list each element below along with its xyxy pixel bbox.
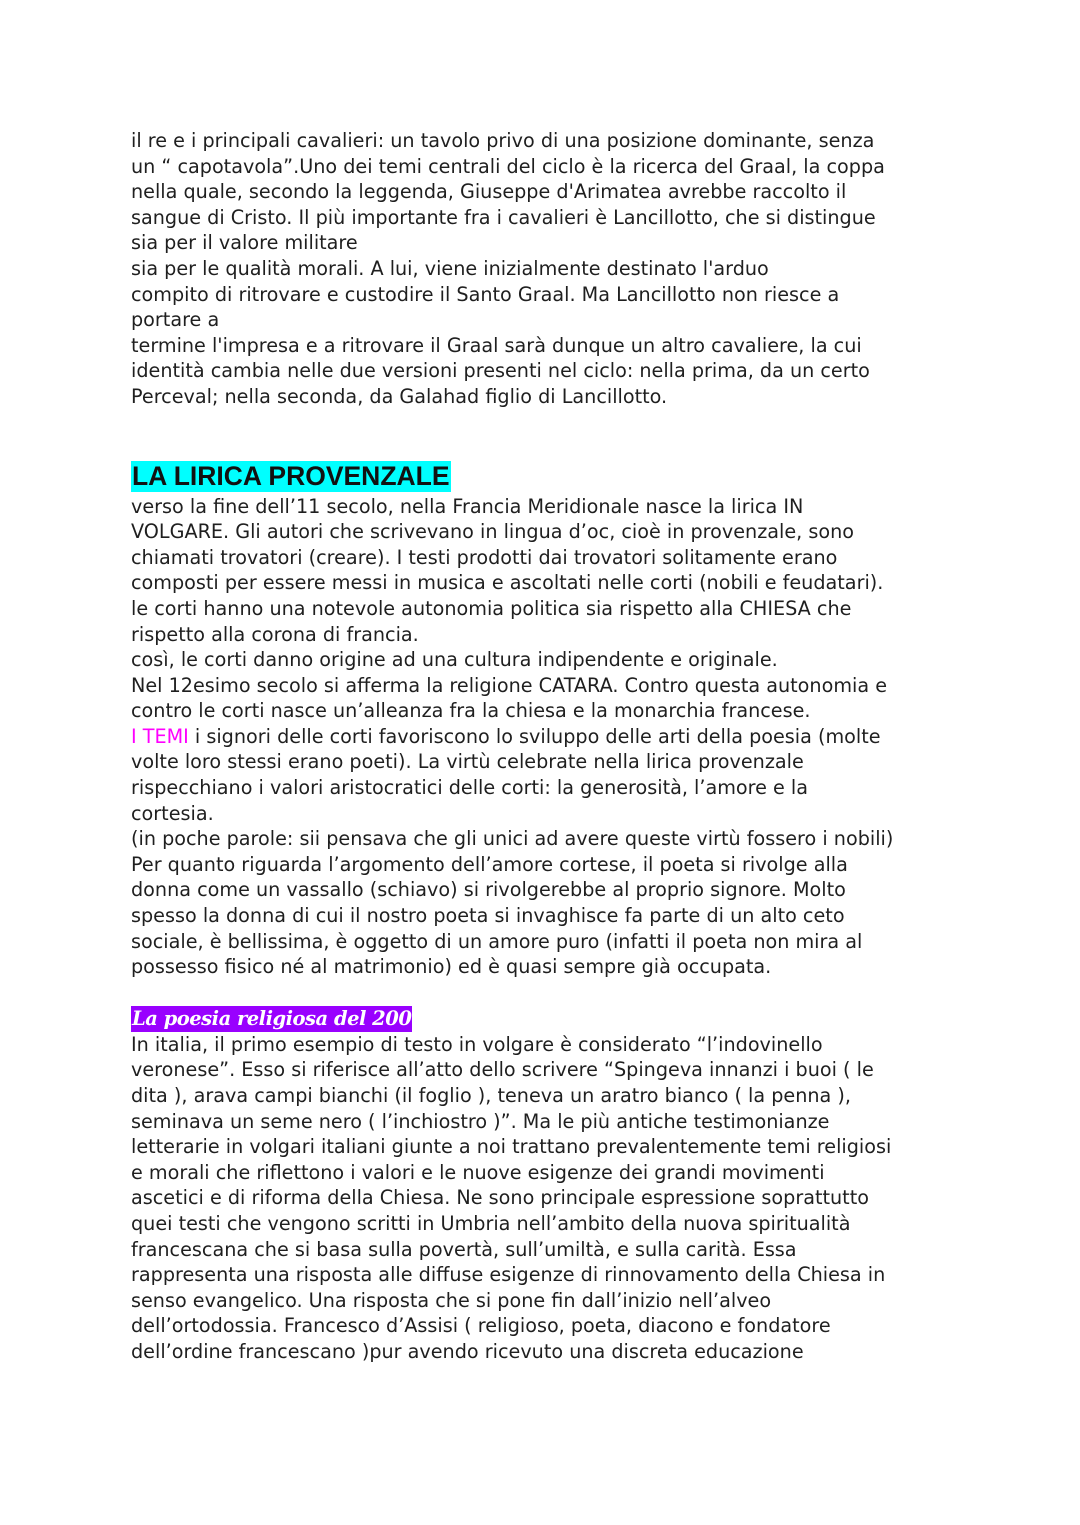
text-line: In italia, il primo esempio di testo in volgare è considerato “l’indovinello [131, 1032, 823, 1056]
text-line: sociale, è bellissima, è oggetto di un amore puro (infatti il poeta non mira al [131, 929, 863, 953]
text-line: termine l'impresa e a ritrovare il Graal sarà dunque un altro cavaliere, la cui [131, 333, 862, 357]
text-line: nella quale, secondo la leggenda, Giuseppe d'Arimatea avrebbe raccolto il [131, 180, 847, 204]
text-line: volte loro stessi erano poeti). La virtù celebrate nella lirica provenzale [131, 750, 804, 774]
text-line: sangue di Cristo. Il più importante fra i cavalieri è Lancillotto, che si distingue [131, 205, 876, 229]
text-line: quei testi che vengono scritti in Umbria nell’ambito della nuova spiritualità [131, 1211, 851, 1235]
text-line: spesso la donna di cui il nostro poeta si invaghisce fa parte di un alto ceto [131, 904, 845, 928]
document-page [131, 128, 961, 1365]
text-line: francescana che si basa sulla povertà, sull’umiltà, e sulla carità. Essa [131, 1237, 797, 1261]
text-line: un “ capotavola”.Uno dei temi centrali del ciclo è la ricerca del Graal, la coppa [131, 154, 885, 178]
text-line: contro le corti nasce un’alleanza fra la chiesa e la monarchia francese. [131, 699, 811, 723]
text-line: veronese”. Esso si riferisce all’atto dello scrivere “Spingeva innanzi i buoi ( le [131, 1058, 874, 1082]
text-line: sia per il valore militare [131, 231, 358, 255]
text-line: dell’ordine francescano )pur avendo ricevuto una discreta educazione [131, 1339, 804, 1363]
text-line: identità cambia nelle due versioni presenti nel ciclo: nella prima, da un certo [131, 359, 870, 383]
text-line: dell’ortodossia. Francesco d’Assisi ( religioso, poeta, diacono e fondatore [131, 1314, 831, 1338]
text-line: sia per le qualità morali. A lui, viene inizialmente destinato l'arduo [131, 256, 769, 280]
temi-line [131, 724, 961, 750]
text-line: (in poche parole: sii pensava che gli unici ad avere queste virtù fossero i nobili) [131, 827, 894, 851]
section-heading-lirica: LA LIRICA PROVENZALE [132, 460, 450, 491]
temi-text: i signori delle corti favoriscono lo sviluppo delle arti della poesia (molte [188, 724, 881, 748]
text-line: rispecchiano i valori aristocratici delle corti: la generosità, l’amore e la [131, 776, 809, 800]
text-line: Perceval; nella seconda, da Galahad figlio di Lancillotto. [131, 384, 668, 408]
text-line: dita ), arava campi bianchi (il foglio ), teneva un aratro bianco ( la penna ), [131, 1084, 851, 1107]
text-line: donna come un vassallo (schiavo) si rivolgerebbe al proprio signore. Molto [131, 878, 846, 902]
text-line: VOLGARE. Gli autori che scrivevano in lingua d’oc, cioè in provenzale, sono [131, 520, 855, 544]
text-line: e morali che riflettono i valori e le nuove esigenze dei grandi movimenti [131, 1160, 825, 1184]
religiosa-section [131, 1006, 961, 1365]
text-line: verso la fine dell’11 secolo, nella Francia Meridionale nasce la lirica IN [131, 494, 804, 518]
text-line: rappresenta una risposta alle diffuse esigenze di rinnovamento della Chiesa in [131, 1263, 886, 1287]
temi-label: I TEMI [131, 724, 189, 748]
text-line: rispetto alla corona di francia. [131, 622, 419, 646]
text-line: possesso fisico né al matrimonio) ed è quasi sempre già occupata. [131, 955, 772, 979]
lirica-section [131, 461, 961, 980]
text-line: composti per essere messi in musica e ascoltati nelle corti (nobili e feudatari). [131, 571, 884, 595]
text-line: chiamati trovatori (creare). I testi prodotti dai trovatori solitamente erano [131, 545, 838, 569]
text-line: le corti hanno una notevole autonomia politica sia rispetto alla CHIESA che [131, 596, 852, 620]
text-line: così, le corti danno origine ad una cultura indipendente e originale. [131, 648, 778, 672]
text-line: il re e i principali cavalieri: un tavolo privo di una posizione dominante, senza [131, 129, 875, 152]
text-line: letterarie in volgari italiani giunte a noi trattano prevalentemente temi religiosi [131, 1135, 892, 1159]
text-line: seminava un seme nero ( l’inchiostro )”. Ma le più antiche testimonianze [131, 1109, 830, 1133]
section-heading-religiosa: La poesia religiosa del 200 [132, 1006, 412, 1030]
text-line: Nel 12esimo secolo si afferma la religione CATARA. Contro questa autonomia e [131, 673, 888, 697]
text-line: compito di ritrovare e custodire il Santo Graal. Ma Lancillotto non riesce a [131, 282, 840, 306]
text-line: portare a [131, 308, 220, 332]
text-line: ascetici e di riforma della Chiesa. Ne sono principale espressione soprattutto [131, 1186, 869, 1210]
intro-paragraph [131, 128, 961, 410]
text-line: Per quanto riguarda l’argomento dell’amore cortese, il poeta si rivolge alla [131, 852, 848, 876]
text-line: cortesia. [131, 801, 214, 825]
text-line: senso evangelico. Una risposta che si pone fin dall’inizio nell’alveo [131, 1288, 772, 1312]
